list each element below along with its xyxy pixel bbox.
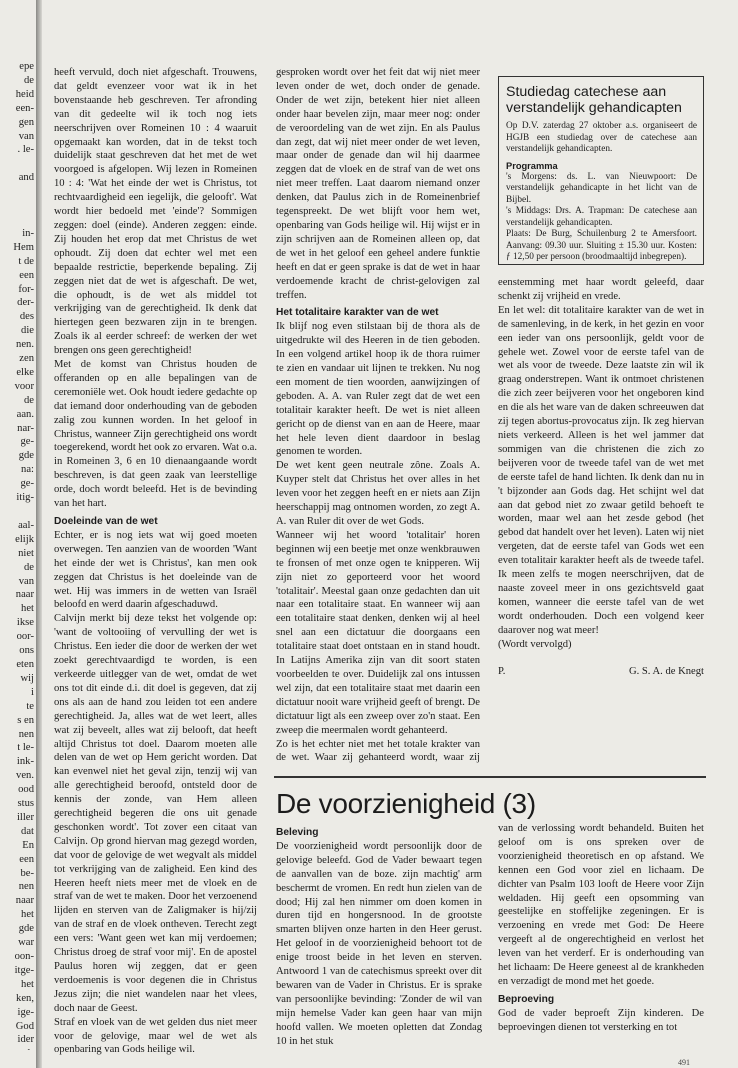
paragraph: eenstemming met haar wordt geleefd, daar schenkt zij vrijheid en vrede.	[498, 277, 704, 302]
paragraph: God de vader beproeft Zijn kinderen. De beproevingen dienen tot versterking en tot	[498, 1007, 704, 1033]
edge-fragment: nen.	[16, 339, 34, 351]
edge-fragment: heid	[15, 88, 34, 100]
box-line: 's Middags: Drs. A. Trapman: De catechese aan verstandelijk gehandicapten.	[506, 206, 697, 228]
paragraph: Straf en vloek van de wet gelden dus niet meer voor de gelovige, maar wel de wet als openbaring van Gods heilige wil.	[54, 1016, 257, 1056]
edge-fragment	[0, 1047, 34, 1050]
edge-fragment: oon-	[14, 951, 34, 962]
edge-fragment: dat	[21, 825, 34, 837]
signature-initial: P.	[498, 666, 506, 678]
edge-fragment: ge-	[20, 436, 34, 448]
edge-fragment: gde	[18, 923, 34, 935]
paragraph: En let wel: dit totalitaire karakter van de wet in de samenleving, in de kerk, in het gezin en voor een ieder van ons persoonlijk, geldt voor de gehele wet. Zowel voor de eerste tafel van de wet als voor de tweede. Deze laatste zin wil ik graag onderstrepen. Want ik ontmoet christenen die zich zeer beijveren voor het ongeboren kind en die als het ware van de daken schreeuwen dat zij tegen abortus-provocatus zijn. Ik zeg hiervan niets verkeerd. Alleen is het wel jammer dat sommigen van die christenen die zich zo beijveren voor de tweede tafel van de wet met de eerste tafel de hand lichten. Ik denk dan nu in 't bijzonder aan Gods dag. Het schijnt wel dat aan dat gebod niet zo zwaar getild behoeft te worden, maar wel aan het zesde gebod (het gebod dat handelt over het leven). Laten wij niet vergeten, dat de eerste tafel van Gods wet een even totalitair karakter heeft als de tweede tafel. Ik meen zelfs te mogen neerschrijven, dat de naaste zoveel meer in ons gezichtsveld gaat komen, wanneer die eerste tafel van de wet wordt onderhouden. Doch een volgend keer daarover nog wat meer!	[498, 304, 704, 636]
edge-fragment: ge-	[20, 478, 34, 490]
edge-fragment: nen	[18, 728, 34, 740]
edge-fragment: ink-	[16, 756, 34, 768]
edge-fragment: voor	[14, 380, 34, 392]
box-programma-lines	[506, 172, 697, 266]
edge-fragment: aal-	[18, 519, 34, 531]
edge-fragment: t de	[18, 255, 34, 267]
subheading: Doeleinde van de wet	[54, 516, 158, 527]
edge-fragment: iller	[16, 811, 34, 823]
edge-fragment: gde	[18, 450, 34, 462]
edge-fragment: for-	[18, 283, 34, 295]
edge-fragment: naar	[15, 589, 34, 601]
edge-fragment: ige-	[17, 1006, 34, 1018]
edge-fragment: ken,	[16, 992, 34, 1004]
edge-fragment: oor-	[16, 631, 34, 643]
edge-fragment: van	[18, 130, 34, 142]
edge-fragment: zen	[19, 353, 34, 365]
box-line: 's Morgens: ds. L. van Nieuwpoort: De verstandelijk gehandicapte in het licht van de Bijbel.	[506, 171, 697, 205]
edge-fragment: de	[24, 74, 34, 86]
paragraph: Met de komst van Christus houden de offeranden op en alle bepalingen van de ceremoniële wet. Ook houdt iedere gedachte op dat iemand door onderhouding van de geboden zalig zou kunnen worden. In het geloof in Christus, wanneer Zijn gerechtigheid ons wordt toegerekend, wordt het ook zo ervaren. Wat o.a. in Romeinen 3, 6 en 10 dienaangaande wordt beschreven, is dat geen zaak van leerstellige orde, doch wordt beleefd. Het is de bevinding van het hart.	[54, 359, 257, 510]
edge-fragment: t le-	[17, 742, 34, 754]
edge-fragment: and	[18, 172, 34, 184]
previous-page-edge-text	[0, 60, 34, 1050]
paragraph: gesproken wordt over het feit dat wij niet meer leven onder de wet, doch onder de genade. Onder de wet zijn, betekent hier niet alleen onder haar bevelen zijn, maar meer nog: onder de veroordeling van de wet zijn. En als Paulus dan zegt, dat wij niet meer onder de wet leven, maar onder de genade dan wil hij daarmee zeggen dat de vloek en de straf van de wet ons niet meer treffen. Laat daarom niemand onzer denken, dat Paulus zich in de Romeinenbrief tegenspreekt. De wet blijft voor hem wet, openbaring van Gods heilige wil. Hij wijst er in zijn schrijven aan de Romeinen alleen op, dat de wet in het geloof een geheel andere funktie heeft en dat er geen sprake is dat de wet in haar verdoemende kracht de christ-gelovigen zal treffen.	[276, 67, 480, 301]
edge-fragment: een-	[15, 102, 34, 114]
edge-fragment: eten	[16, 658, 34, 670]
edge-fragment	[0, 157, 34, 171]
edge-fragment: van	[18, 575, 34, 587]
edge-fragment: nar-	[17, 422, 34, 434]
edge-fragment: een	[19, 269, 34, 281]
edge-fragment	[0, 505, 34, 519]
edge-fragment: des	[19, 311, 34, 323]
paragraph: Echter, er is nog iets wat wij goed moeten overwegen. Ten aanzien van de woorden 'Want het einde der wet is Christus', kan men ook zeggen dat Christus is het doeleinde van de wet. Hij was immers in de wetten van Israël beloofd en werd daarin afgeschaduwd.	[54, 529, 257, 611]
edge-fragment: niet	[18, 547, 34, 559]
edge-fragment: een	[19, 853, 34, 865]
edge-fragment: stus	[17, 798, 34, 810]
edge-fragment: ons	[19, 645, 34, 657]
edge-fragment: be-	[20, 867, 34, 879]
edge-fragment: te	[26, 700, 34, 712]
edge-fragment: elijk	[15, 533, 34, 545]
edge-fragment: s en	[17, 714, 34, 726]
paragraph: (Wordt vervolgd)	[498, 638, 572, 650]
paragraph: van de verlossing wordt behandeld. Buiten het geloof om is ons spreken over de voorzienigheid theoretisch en op afstand. We kennen een God voor ziel en lichaam. De dichter van Psalm 103 looft de Heere voor Zijn weldaden. Hij geeft een opsomming van geestelijke en stoffelijke zegeningen. Er is verzoening en vrede met God: De Heere vergeeft al de ongerechtigheid en verlost het leven van het verderf. Er is onderhouding van het lichaam: De Heere geneest al de krankheden en verzadigt de mond met het goede.	[498, 823, 704, 987]
edge-fragment: in-	[22, 227, 34, 239]
edge-fragment	[0, 185, 34, 199]
edge-fragment: wij	[20, 672, 34, 684]
edge-fragment: die	[21, 325, 34, 337]
box-line: Plaats: De Burg, Schuilenburg 2 te Amersfoort. Aanvang: 09.30 uur. Sluiting ± 15.30 uur. Kosten: ƒ 12,50 per persoon (broodmaaltijd inbegrepen).	[506, 229, 697, 262]
paragraph: Zo is het echter niet met het totale krakter van de wet. Waar zij gehanteerd wordt, waar zij	[276, 738, 480, 764]
paragraph: De wet kent geen neutrale zône. Zoals A. Kuyper stelt dat Christus het over alles in het leven voor het zeggen heeft en er niets aan Zijn heerschappij mag ontnomen worden, zo zegt A. A. van Ruler dit over de wet Gods.	[276, 460, 480, 527]
paragraph	[54, 1057, 257, 1058]
edge-fragment: het	[21, 909, 34, 921]
paragraph: Wanneer wij het woord 'totalitair' horen beginnen wij een beetje met onze wenkbrauwen te fronsen of met onze ogen te knipperen. Wij zijn niet zo geporteerd voor het woord 'totalitair'. Meestal gaan onze gedachten dan uit naar een totalitaire staat. En wanneer wij aan een totalitaire staat denken, denken wij al heel snel aan een dictatuur die doorgaans een totalitaire staat doet ontstaan en in stand houdt. In Latijns Amerika zijn van dit soort staten voorbeelden te over. Duidelijk zal ons intussen wel zijn, dat een totalitaire staat met daarin een dictatuur nooit ware vrijheid geeft of brengt. De dictatuur ligt als een zweep over zo'n staat. Een zweep die meermalen wordt gehanteerd.	[276, 529, 480, 736]
box-line	[506, 264, 697, 266]
paragraph: Ik blijf nog even stilstaan bij de thora als de uitgedrukte wil des Heeren in de tien geboden. In een volgend artikel hoop ik de thora ruimer te zien en vandaar uit lijnen te trekken. Nu nog een moment de tien woorden, aanwijzingen of geboden. A. A. van Ruler zegt dat de wet een totalitair karakter heeft. De wet is niet alleen gericht op de dienst van en aan de Heere, maar het hele leven dient daardoor in beslag genomen te worden.	[276, 321, 480, 458]
paragraph: De voorzienigheid wordt persoonlijk door de gelovige beleefd. God de Vader bewaart tegen de aanvallen van de boze. zijn machtig' arm beschermt de vromen. En redt hun zielen van de dood; Hij zal hen nimmer om doen komen in duren tijd en hongersnood. In de grootste smarten blijven onze harten in den Heer gerust. Het geloof in de voorzienigheid behoort tot de enige troost beide in het leven en sterven. Antwoord 1 van de catechismus spreekt over dit bewaren van de Vader in Christus. Er is sprake van persoonlijke bevinding: 'Zonder de wil van mijn hemelse Vader kan geen haar van mijn hoofd vallen. We moeten opletten dat Zondag 10 in het stuk	[276, 840, 482, 1047]
edge-fragment: Hem	[13, 241, 34, 253]
section-divider	[274, 776, 706, 778]
page-fold-shadow	[36, 0, 42, 1068]
edge-fragment: . le-	[17, 144, 34, 156]
edge-fragment: de	[24, 394, 34, 406]
edge-fragment: na:	[21, 464, 34, 476]
column-3	[498, 276, 704, 756]
edge-fragment: elke	[16, 366, 34, 378]
paragraph: Calvijn merkt bij deze tekst het volgende op: 'want de voltooiing of vervulling der wet is Christus. Een ieder die door de werken der wet zoekt gerechtvaardigd te worden, is een verkeerde uitlegger van de wet, omdat de wet ons tot dit einde d.i. dit doel is gegeven, dat zij ons als aan de hand zou leiden tot een andere gerechtigheid. Ja, alles wat de wet leert, alles wat zij beveelt, alles wat zij belooft, dat heeft altijd Christus tot doel. Daarom moeten alle delen van de wet op Hem gericht worden. Dat kan evenwel niet het geval zijn, tenzij wij van alle gerechtigheid beroofd, ontsteld door de kennis der zonde, van Hem alleen gerechtigheid begeren die ons uit genade geschonken wordt'. Tot zover een citaat van Calvijn. Op grond hiervan mag gezegd worden, dat voor de gelovige de wet wegvalt als middel tot verkrijging van de zaligheid. Een kind des Heeren heeft niets meer met de vloek en de straf van de wet te maken. Door het verzoenend lijden en sterven van de Zaligmaker is hij/zij van de straf en de vloek ontheven. Terecht zegt een vers: 'Want geen wet kan mij verdoemen; Christus droeg de straf voor mij'. En de apostel Paulus horen wij zeggen, dat er geen verdoemenis is voor degenen die in Christus Jezus zijn; die niet wandelen naar het vlees, doch naar de Geest.	[54, 613, 257, 1014]
edge-fragment: epe	[19, 61, 34, 72]
edge-fragment: ood	[18, 784, 34, 796]
edge-fragment: En	[22, 839, 34, 851]
subheading: Beproeving	[498, 993, 555, 1005]
voorzienigheid-column-a	[276, 822, 482, 1058]
edge-fragment: nen	[18, 881, 34, 893]
edge-fragment: gen	[18, 116, 34, 128]
box-title: Studiedag catechese aan verstandelijk gehandicapten	[506, 84, 682, 116]
signature-line	[498, 665, 704, 679]
edge-fragment: itge-	[14, 964, 34, 976]
edge-fragment: ven.	[16, 770, 34, 782]
edge-fragment: war	[18, 937, 34, 949]
article-title-voorzienigheid: De voorzienigheid (3)	[276, 788, 536, 819]
column-2	[276, 66, 480, 764]
edge-fragment	[0, 199, 34, 213]
edge-fragment: naar	[15, 895, 34, 907]
edge-fragment: itig-	[16, 492, 34, 504]
subheading: Het totalitaire karakter van de wet	[276, 307, 439, 319]
edge-fragment: het	[21, 603, 34, 615]
edge-fragment: God	[15, 1020, 34, 1032]
subheading: Beleving	[276, 827, 319, 838]
edge-fragment: aan.	[16, 408, 34, 420]
edge-fragment: het	[21, 978, 34, 990]
voorzienigheid-column-b	[498, 822, 704, 1058]
studiedag-announcement-box	[498, 76, 704, 265]
page-number: 491	[678, 1058, 690, 1067]
paragraph: heeft vervuld, doch niet afgeschaft. Trouwens, dat geldt evenzeer voor wat ik in het bovenstaande heb geschreven. Ter afronding van dit gedeelte wil ik toch nog iets neerschrijven over Romeinen 10 : 4 waaruit opgemaakt kan worden, dat in de tekst toch duidelijk staat geschreven dat het met de wet voorgoed is afgelopen. Wij lezen in Romeinen 10 : 4: 'Wat het einde der wet is Christus, tot rechtvaardigheid een iegelijk, die gelooft'. Wat wordt hier bedoeld met 'einde'? Sommigen zeggen: doel (einde). Anderen zeggen: einde. Zij houden het erop dat met Christus de wet ophoudt. Zij doen dat echter wel met een bepaalde restrictie, beperkende bepaling. Zij zeggen niet dat de wet is afgeschaft. De wet, die ophoudt, is de wet als middel tot verkrijging van de gerechtigheid. Ik denk dat hiertegen geen bezwaren zijn in te brengen. Zoals ik al eerder schreef: de werken der wet brengen ons geen gerechtigheid!	[54, 67, 257, 357]
column-1	[54, 66, 257, 1058]
edge-fragment: ikse	[16, 617, 34, 629]
box-programma-heading: Programma	[506, 160, 558, 171]
box-intro: Op D.V. zaterdag 27 oktober a.s. organiseert de HGJB een studiedag over de catechese aan verstandelijk gehandicapten.	[506, 121, 697, 154]
edge-fragment	[0, 213, 34, 227]
edge-fragment: ider	[17, 1034, 34, 1046]
author-name: G. S. A. de Knegt	[628, 666, 704, 678]
edge-fragment: der-	[17, 297, 34, 309]
edge-fragment: de	[24, 561, 34, 573]
edge-fragment: i	[31, 686, 34, 698]
